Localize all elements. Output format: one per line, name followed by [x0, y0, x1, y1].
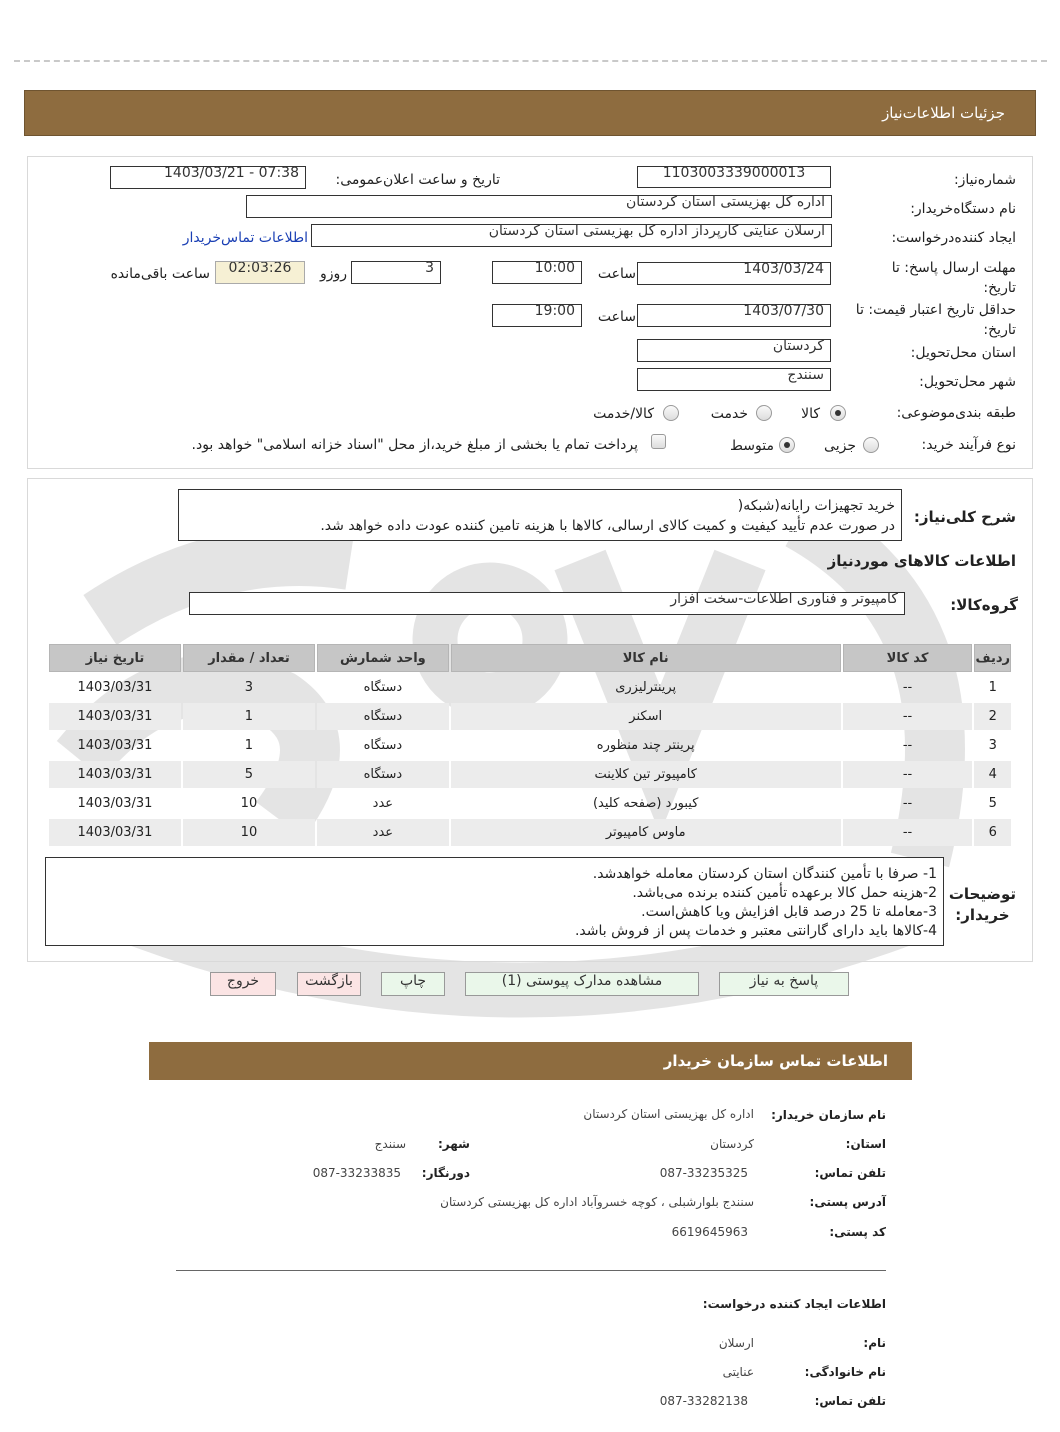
cell-code: --: [843, 703, 973, 730]
top-divider: [14, 60, 1047, 62]
col-row: ردیف: [974, 644, 1011, 672]
deadline-time-field[interactable]: 10:00: [492, 261, 582, 284]
col-code: کد کالا: [843, 644, 973, 672]
note-line: 2-هزینه حمل کالا برعهده تأمین کننده برنده می‌باشد.: [632, 885, 937, 901]
validity-time-label: ساعت: [597, 309, 636, 325]
remaining-label: ساعت باقی‌مانده: [110, 266, 210, 282]
deadline-time-label: ساعت: [597, 266, 636, 282]
cell-name: ماوس کامپیوتر: [451, 819, 841, 846]
note-line: 3-معامله تا 25 درصد قابل افزایش ویا کاهش‌است.: [641, 904, 937, 920]
summary-line-1: خرید تجهیزات رایانه(شبکه(: [737, 498, 895, 514]
creator-phone-value: 087-33282138: [659, 1394, 748, 1408]
cell-row: 5: [988, 796, 997, 811]
creator-phone-label: تلفن تماس:: [814, 1394, 886, 1408]
cell-qty: 10: [240, 796, 258, 811]
creator-last-name-value: عنایتی: [722, 1365, 754, 1379]
contact-org-value: اداره کل بهزیستی استان کردستان: [583, 1107, 754, 1121]
col-date: تاریخ نیاز: [49, 644, 181, 672]
col-name: نام کالا: [451, 644, 841, 672]
creator-first-name-label: نام:: [863, 1336, 886, 1350]
cell-code: --: [902, 738, 913, 753]
need-number-field[interactable]: 1103003339000013: [637, 166, 831, 188]
creator-field[interactable]: ارسلان عنایتی کارپرداز اداره کل بهزیستی استان کردستان: [311, 224, 832, 247]
days-field[interactable]: 3: [351, 261, 441, 284]
cell-row: 3: [988, 738, 997, 753]
note-line: 4-کالاها باید دارای گارانتی معتبر و خدمات پس از فروش باشد.: [574, 923, 937, 939]
cell-date: 1403/03/31: [77, 738, 153, 753]
deadline-date-field[interactable]: 1403/03/24: [637, 262, 831, 285]
creator-first-name-value: ارسلان: [718, 1336, 754, 1350]
cell-row: 6: [974, 819, 1011, 846]
treasury-payment-note: پرداخت تمام یا بخشی از مبلغ خرید،از محل "اسناد خزانه اسلامی" خواهد بود.: [191, 437, 638, 453]
buyer-notes-label: توضیحات خریدار:: [948, 885, 1016, 924]
cell-qty: 10: [183, 819, 315, 846]
buyer-notes-box: [45, 857, 944, 946]
contact-phone-value: 087-33235325: [659, 1166, 748, 1180]
goods-section-title: اطلاعات کالاهای موردنیاز: [827, 552, 1016, 570]
cell-row: 1: [988, 680, 997, 695]
goods-group-label: گروه‌کالا:: [950, 596, 1018, 614]
creator-label: ایجاد کننده‌درخواست:: [891, 230, 1016, 246]
goods-table: [47, 642, 1013, 848]
exit-button[interactable]: خروج: [210, 972, 276, 996]
cell-name: پرینتر چند منظوره: [596, 738, 695, 753]
summary-label: شرح کلی‌نیاز:: [913, 508, 1016, 526]
city-label: شهر محل‌تحویل:: [919, 374, 1016, 390]
cell-code: --: [902, 680, 913, 695]
back-button[interactable]: بازگشت: [297, 972, 361, 996]
contact-address-value: سنندج بلوارشبلی ، کوچه خسروآباد اداره کل بهزیستی کردستان: [440, 1195, 754, 1209]
table-row: [49, 732, 1011, 759]
cell-name: کیبورد (صفحه کلید): [592, 796, 699, 811]
process-radio-minor[interactable]: [863, 437, 879, 453]
table-row: [49, 674, 1011, 701]
contact-divider: [176, 1270, 886, 1271]
category-radio-goods[interactable]: [830, 405, 846, 421]
process-label: نوع فرآیند خرید:: [921, 437, 1016, 453]
contact-city-label: شهر:: [438, 1137, 470, 1151]
col-qty: تعداد / مقدار: [183, 644, 315, 672]
category-radio-service[interactable]: [756, 405, 772, 421]
validity-time-field[interactable]: 19:00: [492, 304, 582, 327]
city-field[interactable]: سنندج: [637, 368, 831, 391]
contact-fax-value: 087-33233835: [312, 1166, 401, 1180]
category-goods-label: کالا: [801, 406, 820, 422]
province-field[interactable]: کردستان: [637, 339, 831, 362]
cell-qty: 5: [183, 761, 315, 788]
deadline-label: مهلت ارسال پاسخ: تا تاریخ:: [891, 260, 1016, 296]
category-radio-goods-service[interactable]: [663, 405, 679, 421]
contact-org-label: نام سازمان خریدار:: [771, 1108, 886, 1122]
treasury-payment-checkbox[interactable]: [651, 434, 666, 449]
note-line: 1- صرفا با تأمین کنندگان استان کردستان معامله خواهدشد.: [592, 866, 937, 882]
contact-phone-label: تلفن تماس:: [814, 1166, 886, 1180]
validity-label: حداقل تاریخ اعتبار قیمت: تا تاریخ:: [855, 302, 1016, 338]
cell-name: کامپیوتر تین کلاینت: [451, 761, 841, 788]
process-minor-label: جزیی: [824, 438, 856, 454]
need-number-label: شماره‌نیاز:: [953, 172, 1016, 188]
col-unit: واحد شمارش: [317, 644, 449, 672]
validity-date-field[interactable]: 1403/07/30: [637, 304, 831, 327]
contact-fax-label: دورنگار:: [421, 1166, 470, 1180]
contact-province-label: استان:: [845, 1137, 886, 1151]
table-row: [49, 761, 1011, 788]
cell-row: 2: [974, 703, 1011, 730]
table-row: [49, 790, 1011, 817]
page-header: جزئیات اطلاعات‌نیاز: [24, 90, 1036, 136]
remaining-time-field: 02:03:26: [215, 261, 305, 284]
goods-group-field[interactable]: کامپیوتر و فناوری اطلاعات-سخت افزار: [189, 592, 905, 615]
province-label: استان محل‌تحویل:: [910, 345, 1016, 361]
cell-qty: 1: [244, 738, 254, 753]
cell-unit: دستگاه: [317, 703, 449, 730]
table-row: [49, 703, 1011, 730]
cell-code: --: [843, 761, 973, 788]
cell-unit: دستگاه: [363, 680, 403, 695]
category-goods-service-label: کالا/خدمت: [593, 406, 654, 422]
cell-qty: 1: [183, 703, 315, 730]
contact-header: اطلاعات تماس سازمان خریدار: [149, 1042, 912, 1080]
cell-date: 1403/03/31: [77, 796, 153, 811]
buyer-org-label: نام دستگاه‌خریدار:: [910, 201, 1016, 217]
creator-info-title: اطلاعات ایجاد کننده درخواست:: [702, 1297, 886, 1311]
cell-date: 1403/03/31: [77, 680, 153, 695]
cell-code: --: [843, 819, 973, 846]
process-radio-medium[interactable]: [779, 437, 795, 453]
creator-last-name-label: نام خانوادگی:: [804, 1365, 886, 1379]
cell-unit: عدد: [317, 819, 449, 846]
buyer-contact-link[interactable]: اطلاعات تماس‌خریدار: [182, 230, 308, 246]
process-medium-label: متوسط: [730, 438, 774, 454]
cell-date: 1403/03/31: [49, 819, 181, 846]
category-label: طبقه بندی‌موضوعی:: [896, 405, 1016, 421]
contact-postal-value: 6619645963: [671, 1225, 748, 1239]
contact-postal-label: کد پستی:: [829, 1225, 886, 1239]
view-attachments-button[interactable]: مشاهده مدارک پیوستی (1): [465, 972, 699, 996]
cell-row: 4: [974, 761, 1011, 788]
contact-address-label: آدرس پستی:: [809, 1195, 886, 1209]
table-row: [49, 819, 1011, 846]
goods-table-header: [49, 644, 1011, 672]
cell-name: اسکنر: [451, 703, 841, 730]
print-button[interactable]: چاپ: [381, 972, 445, 996]
summary-line-2: در صورت عدم تأیید کیفیت و کمیت کالای ارسالی، کالاها با هزینه تامین کننده عودت داده خواهد شد.: [320, 518, 895, 534]
cell-qty: 3: [244, 680, 254, 695]
contact-province-value: کردستان: [710, 1137, 754, 1151]
category-service-label: خدمت: [710, 406, 748, 422]
cell-unit: دستگاه: [363, 738, 403, 753]
contact-city-value: سنندج: [374, 1137, 406, 1151]
buyer-org-field[interactable]: اداره کل بهزیستی استان کردستان: [246, 195, 832, 218]
reply-button[interactable]: پاسخ به نیاز: [719, 972, 849, 996]
summary-box[interactable]: [178, 489, 902, 541]
cell-date: 1403/03/31: [49, 703, 181, 730]
cell-code: --: [902, 796, 913, 811]
cell-unit: عدد: [372, 796, 394, 811]
cell-date: 1403/03/31: [49, 761, 181, 788]
announce-field[interactable]: 1403/03/21 - 07:38: [110, 166, 306, 189]
days-label: روزو: [319, 266, 347, 282]
announce-label: تاریخ و ساعت اعلان‌عمومی:: [335, 172, 500, 188]
cell-unit: دستگاه: [317, 761, 449, 788]
cell-name: پرینترلیزری: [615, 680, 677, 695]
